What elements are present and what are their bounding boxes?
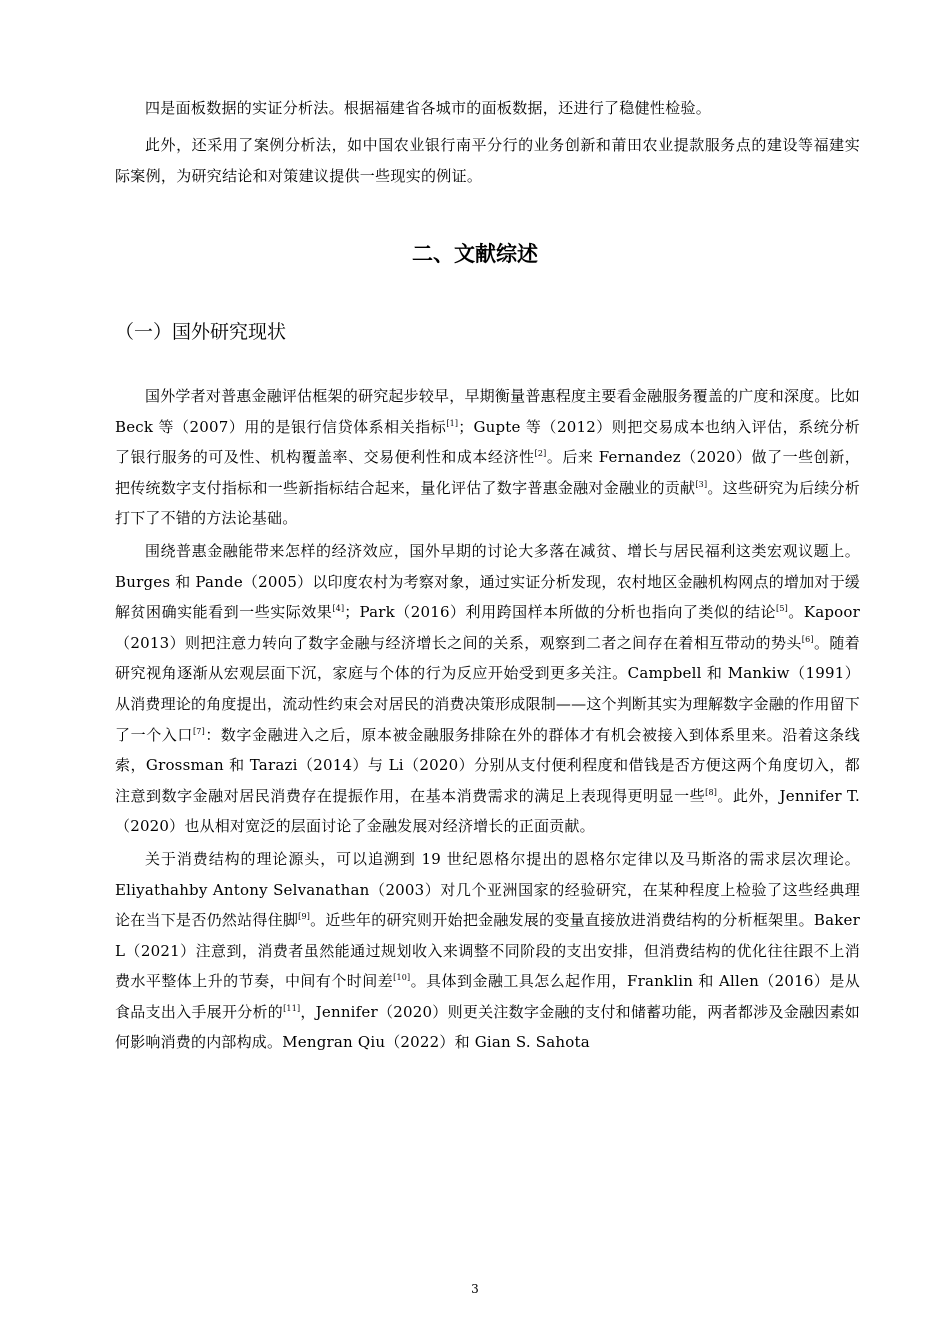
intro-paragraph-2: 此外，还采用了案例分析法，如中国农业银行南平分行的业务创新和莆田农业提款服务点的建设等福建实际案例，为研究结论和对策建议提供一些现实的例证。 xyxy=(115,136,860,185)
text-span: 。这些研究为后续分析打下了不错的方法论基础。 xyxy=(115,478,860,528)
text-span: ：数字金融进入之后，原本被金融服务排除在外的群体才有机会被接入到体系里来。沿着这条线索，Grossman 和 Tarazi（2014）与 Li（2020）分别从支付便利程度和借钱是否方便这两个角度切入，都注意到数字金融对居民消费存在提振作用，在基本消费需求的满足上表现得更明显一些 xyxy=(115,725,860,805)
text-span: 。随着研究视角逐渐从宏观层面下沉，家庭与个体的行为反应开始受到更多关注。Campbell 和 Mankiw（1991）从消费理论的角度提出，流动性约束会对居民的消费决策形成限制——这个判断其实为理解数字金融的作用留下了一个入口 xyxy=(115,633,860,744)
citation-ref: [1] xyxy=(446,418,459,428)
literature-review-body xyxy=(115,381,860,1060)
text-span: 关于消费结构的理论源头，可以追溯到 19 世纪恩格尔提出的恩格尔定律以及马斯洛的需求层次理论。Eliyathahby Antony Selvanathan（2003）对几个亚洲国家的经验研究，在某种程度上检验了这些经典理论在当下是否仍然站得住脚 xyxy=(115,849,860,930)
citation-ref: [4] xyxy=(332,604,345,614)
page-number: 3 xyxy=(471,1282,479,1296)
text-span: 。后来 Fernandez（2020）做了一些创新，把传统数字支付指标和一些新指标结合起来，量化评估了数字普惠金融对金融业的贡献 xyxy=(115,448,860,497)
intro-paragraph-1: 四是面板数据的实证分析法。根据福建省各城市的面板数据，还进行了稳健性检验。 xyxy=(145,99,712,117)
citation-ref: [11] xyxy=(283,1003,301,1013)
text-span: 。Kapoor（2013）则把注意力转向了数字金融与经济增长之间的关系，观察到二者之间存在着相互带动的势头 xyxy=(115,603,860,652)
citation-ref: [3] xyxy=(695,479,708,489)
text-span: ；Park（2016）利用跨国样本所做的分析也指向了类似的结论 xyxy=(344,603,777,622)
text-span: 。近些年的研究则开始把金融发展的变量直接放进消费结构的分析框架里。Baker L（2021）注意到，消费者虽然能通过规划收入来调整不同阶段的支出安排，但消费结构的优化往往跟不上消费水平整体上升的节奏，中间有个时间差 xyxy=(115,911,860,991)
citation-ref: [5] xyxy=(776,604,788,614)
text-span: 围绕普惠金融能带来怎样的经济效应，国外早期的讨论大多落在减贫、增长与居民福利这类宏观议题上。Burges 和 Pande（2005）以印度农村为考察对象，通过实证分析发现，农村地区金融机构网点的增加对于缓解贫困确实能看到一些实际效果 xyxy=(115,541,860,622)
text-span: ，Jennifer（2020）则更关注数字金融的支付和储蓄功能，两者都涉及金融因素如何影响消费的内部构成。Mengran Qiu（2022）和 Gian S. Sahota xyxy=(115,1002,861,1052)
citation-ref: [10] xyxy=(393,973,411,983)
body-paragraph-3 xyxy=(115,844,860,1058)
citation-ref: [9] xyxy=(298,912,311,922)
body-paragraph-1 xyxy=(115,381,860,534)
body-paragraph-2 xyxy=(115,536,860,842)
citation-ref: [2] xyxy=(534,449,547,459)
citation-ref: [7] xyxy=(192,726,205,736)
citation-ref: [6] xyxy=(801,634,814,644)
citation-ref: [8] xyxy=(705,787,718,797)
text-span: 。具体到金融工具怎么起作用，Franklin 和 Allen（2016）是从食品支出入手展开分析的 xyxy=(115,972,860,1021)
text-span: 国外学者对普惠金融评估框架的研究起步较早，早期衡量普惠程度主要看金融服务覆盖的广度和深度。比如 Beck 等（2007）用的是银行信贷体系相关指标 xyxy=(115,387,860,436)
text-span: 。此外，Jennifer T.（2020）也从相对宽泛的层面讨论了金融发展对经济增长的正面贡献。 xyxy=(115,786,861,836)
section-title: 二、文献综述 xyxy=(412,242,538,266)
subsection-title: （一）国外研究现状 xyxy=(115,321,287,343)
text-span: ；Gupte 等（2012）则把交易成本也纳入评估，系统分析了银行服务的可及性、机构覆盖率、交易便利性和成本经济性 xyxy=(115,417,860,467)
